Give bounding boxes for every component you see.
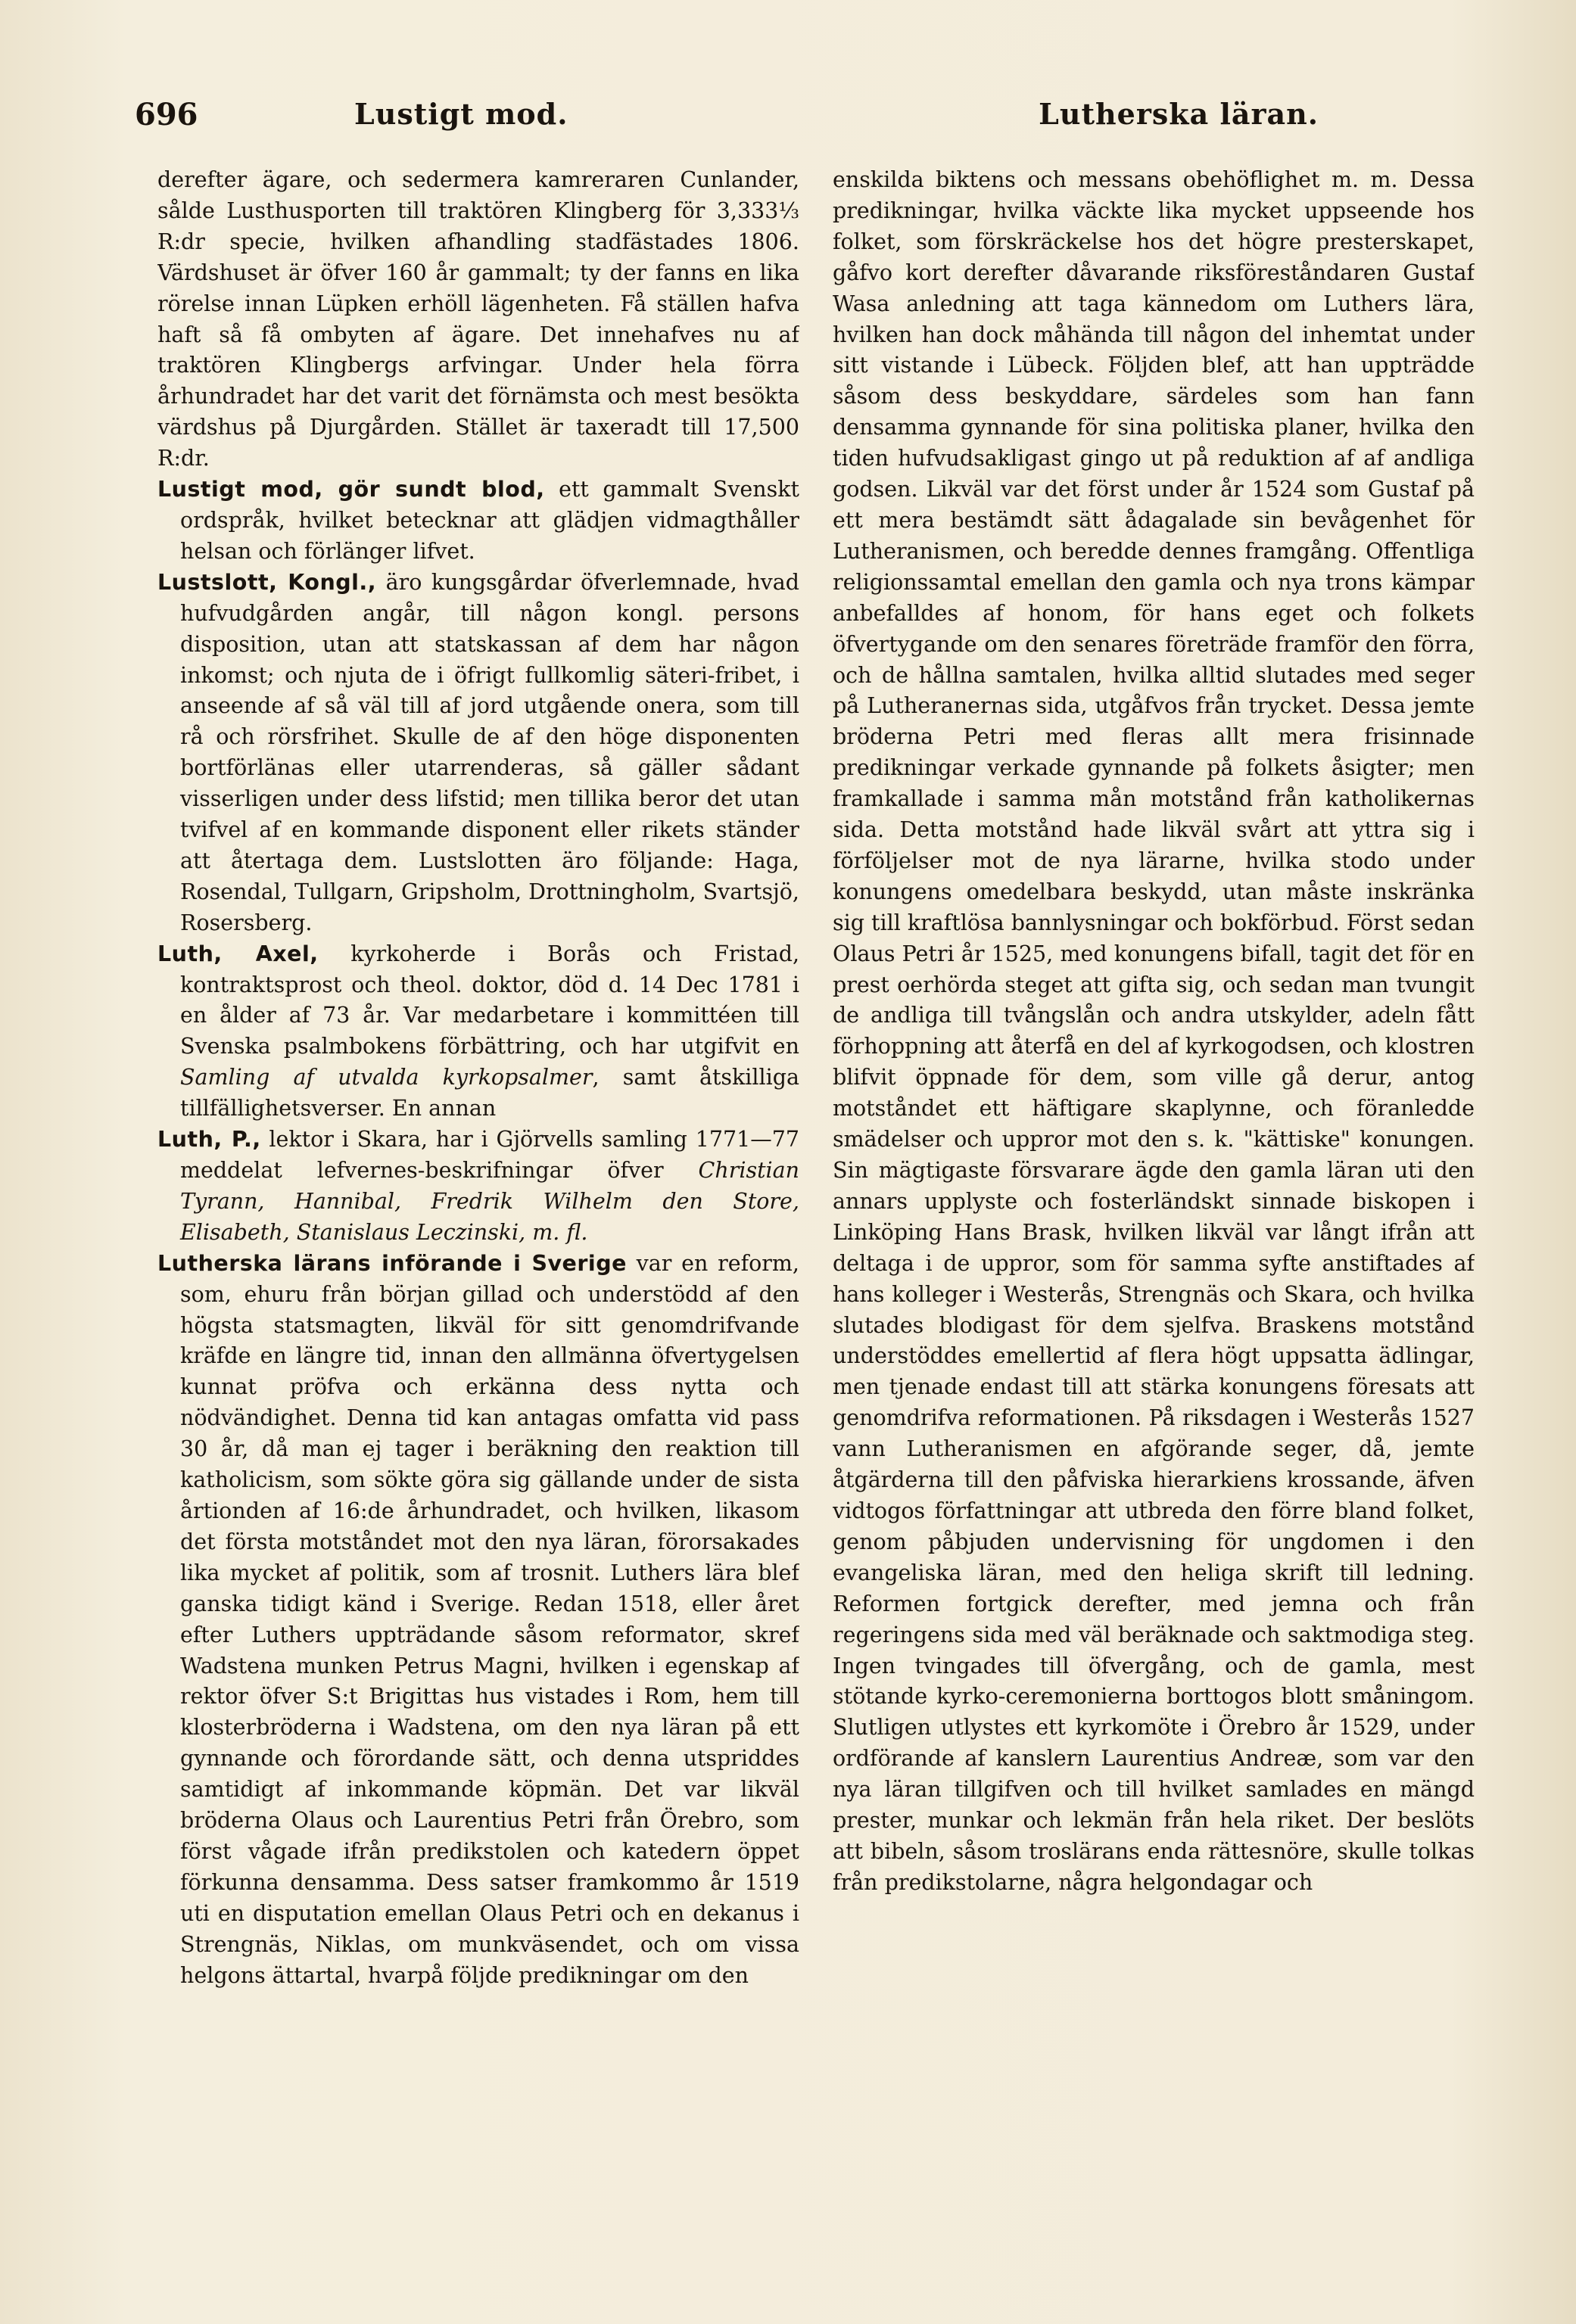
entry-headword: Lustigt mod, gör sundt blod, (157, 477, 545, 502)
entry-text: lektor i Skara, har i Gjörvells samling 1771—77 meddelat lefvernes-beskrifningar öfver (180, 1127, 799, 1183)
entry-lustslott (157, 568, 799, 939)
entry-lutherska-laran (157, 1249, 799, 1992)
entry-headword: Luth, Axel, (157, 941, 319, 966)
entry-text: kyrkoherde i Borås och Fristad, kontraktsprost och theol. doktor, död d. 14 Dec 1781 i en ålder af 73 år. Var medarbetare i kommittéen till Svenska psalmbokens förbättring, och har utgifvit en (180, 941, 799, 1059)
entry-text: var en reform, som, ehuru från början gillad och understödd af den högsta statsmagten, likväl för sitt genomdrifvande kräfde en längre tid, innan den allmänna öfvertygelsen kunnat pröfva och erkänna dess nytta och nödvändighet. Denna tid kan antagas omfatta vid pass 30 år, då man ej tager i beräkning den reaktion till katholicism, som sökte göra sig gällande under de sista årtionden af 16:de århundradet, och hvilken, likasom det första motståndet mot den nya läran, förorsakades lika mycket af politik, som af trosnit. Luthers lära blef ganska tidigt känd i Sverige. Redan 1518, eller året efter Luthers uppträdande såsom reformator, skref Wadstena munken Petrus Magni, hvilken i egenskap af rektor öfver S:t Brigittas hus vistades i Rom, hem till klosterbröderna i Wadstena, om den nya läran på ett gynnande och förordande sätt, och denna utspriddes samtidigt af inkommande köpmän. Det var likväl bröderna Olaus och Laurentius Petri från Örebro, som först vågade ifrån predikstolen och katedern öppet förkunna densamma. Dess satser framkommo år 1519 uti en disputation emellan Olaus Petri och en dekanus i Strengnäs, Niklas, om munkväsendet, och om vissa helgons ättartal, hvarpå följde predikningar om den (180, 1250, 799, 1988)
entry-text: äro kungsgårdar öfverlemnade, hvad hufvudgården angår, till någon kongl. persons disposition, utan att statskassan af dem har någon inkomst; och njuta de i öfrigt fullkomlig säteri-fribet, i anseende af så väl till af jord utgående onera, som till rå och rörsfrihet. Skulle de af den höge disponenten bortförlänas eller utarrenderas, så gäller sådant visserligen under dess lifstid; men tillika beror det utan tvifvel af en kommande disponent eller rikets ständer att återtaga dem. Lustslotten äro följande: Haga, Rosendal, Tullgarn, Gripsholm, Drottningholm, Svartsjö, Rosersberg. (180, 569, 799, 935)
entry-headword: Lustslott, Kongl., (157, 569, 377, 595)
biography-titles: Christian Tyrann, Hannibal, Fredrik Wilhelm den Store, Elisabeth, Stanislaus Leczinski, m. fl. (180, 1158, 799, 1245)
entry-text: ett gammalt Svenskt ordspråk, hvilket betecknar att glädjen vidmagthåller helsan och förlänger lifvet. (180, 477, 799, 564)
left-column (157, 165, 799, 2254)
paragraph-continuation: enskilda biktens och messans obehöflighet m. m. Dessa predikningar, hvilka väckte lika mycket uppseende hos folket, som förskräckelse hos det högre presterskapet, gåfvo kort derefter dåvarande riksföreståndaren Gustaf Wasa anledning att taga kännedom om Luthers lära, hvilken han dock måhända till någon del inhemtat under sitt vistande i Lübeck. Följden blef, att han uppträdde såsom dess beskyddare, särdeles som han fann densamma gynnande för sina politiska planer, hvilka den tiden hufvudsakligast gingo ut på reduktion af af andliga godsen. Likväl var det först under år 1524 som Gustaf på ett mera bestämdt sätt ådagalade sin bevågenhet för Lutheranismen, och beredde dennes framgång. Offentliga religionssamtal emellan den gamla och nya trons kämpar anbefalldes af honom, för hans eget och folkets öfvertygande om den senares företräde framför den förra, och de hållna samtalen, hvilka alltid slutades med seger på Lutheranernas sida, utgåfvos från trycket. Dessa jemte bröderna Petri med fleras allt mera frisinnade predikningar verkade gynnande på folkets åsigter; men framkallade i samma mån motstånd från katholikernas sida. Detta motstånd hade likväl svårt att yttra sig i förföljelser mot de nya lärarne, hvilka stodo under konungens omedelbara beskydd, utan måste inskränka sig till kraftlösa bannlysningar och bokförbud. Först sedan Olaus Petri år 1525, med konungens bifall, tagit det för en prest oerhörda steget att gifta sig, och sedan man tvungit de andliga till tvångslån och andra utskylder, adeln fått förhoppning att återfå en del af kyrkogodsen, och klostren blifvit öppnade för dem, som ville gå derur, antog motståndet ett häftigare skaplynne, och föranledde smädelser och uppror mot den s. k. "kättiske" konungen. Sin mägtigaste försvarare ägde den gamla läran uti den annars upplyste och fosterländskt sinnade biskopen i Linköping Hans Brask, hvilken likväl var långt ifrån att deltaga i de uppror, som för samma syfte anstiftades af hans kolleger i Westerås, Strengnäs och Skara, och hvilka slutades blodigast för dem sjelfva. Braskens motstånd understöddes emellertid af flera högt uppsatta ädlingar, men tjenade endast till att stärka konungens föresats att genomdrifva reformationen. På riksdagen i Westerås 1527 vann Lutheranismen en afgörande seger, då, jemte åtgärderna till den påfviska hierarkiens krossande, äfven vidtogos författningar att utbreda den förre bland folket, genom påbjuden undervisning för ungdomen i den evangeliska läran, med den heliga skrift till ledning. Reformen fortgick derefter, med jemna och från regeringens sida med väl beräknade och saktmodiga steg. Ingen tvingades till öfvergång, och de gamla, mest stötande kyrko-ceremonierna borttogos blott småningom. Slutligen utlystes ett kyrkomöte i Örebro år 1529, under ordförande af kanslern Laurentius Andreæ, som var den nya läran tillgifven och till hvilket samlades en mängd prester, munkar och lekmän från hela riket. Der beslöts att bibeln, såsom troslärans enda rättesnöre, skulle tolkas från predikstolarne, några helgondagar och (833, 167, 1475, 1895)
page-header (135, 97, 1470, 142)
paragraph-continuation: derefter ägare, och sedermera kamreraren Cunlander, sålde Lusthusporten till traktören Klingberg för 3,333⅓ R:dr specie, hvilken afhandling stadfästades 1806. Värdshuset är öfver 160 år gammalt; ty der fanns en lika rörelse innan Lüpken erhöll lägenheten. Få ställen hafva haft så få ombyten af ägare. Det innehafves nu af traktören Klingbergs arfvingar. Under hela förra århundradet har det varit det förnämsta och mest besökta värdshus på Djurgården. Stället är taxeradt till 17,500 R:dr. (157, 167, 799, 471)
right-column (833, 165, 1475, 2254)
entry-luth-axel (157, 939, 799, 1125)
entry-lustigt-mod (157, 474, 799, 568)
page-number: 696 (135, 97, 198, 132)
running-head-left: Lustigt mod. (354, 97, 568, 131)
entry-headword: Lutherska lärans införande i Sverige (157, 1250, 627, 1276)
entry-text: , samt åtskilliga tillfällighetsverser. En annan (180, 1065, 799, 1122)
book-title: Samling af utvalda kyrkopsalmer (180, 1065, 593, 1090)
text-columns (157, 165, 1475, 2254)
entry-headword: Luth, P., (157, 1127, 261, 1153)
entry-luth-p (157, 1125, 799, 1249)
running-head-right: Lutherska läran. (1039, 97, 1319, 131)
